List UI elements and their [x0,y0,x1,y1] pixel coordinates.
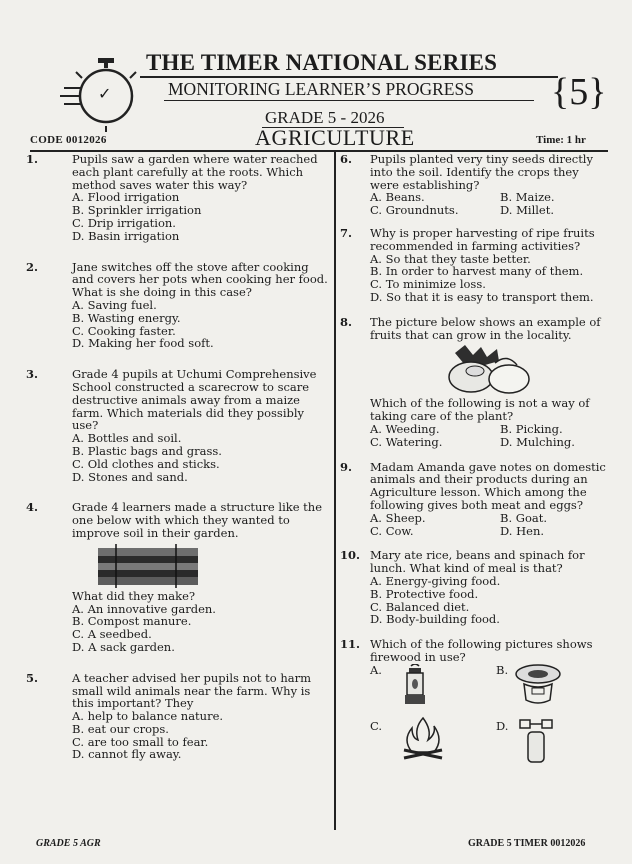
question-4 [26,501,332,653]
option-b[interactable]: B. Sprinkler irrigation [72,203,202,218]
series-title: THE TIMER NATIONAL SERIES [146,50,498,75]
option-a[interactable]: A. Beans. [370,190,425,205]
option-b[interactable]: B. Maize. [500,190,555,205]
question-stem: The picture below shows an example of fruits that can grow in the locality. [370,314,601,342]
compost-pile-image [96,544,332,588]
option-d[interactable]: D. Mulching. [500,434,575,449]
level-badge: {5} [551,71,607,113]
question-number: 2. [26,259,39,274]
option-b[interactable]: B. Picking. [500,421,563,436]
option-a[interactable]: A. Saving fuel. [72,297,157,312]
question-caption: Which of the following is not a way of taking care of the plant? [370,396,590,424]
fruit-plant-icon [425,343,535,395]
option-d[interactable]: D. A sack garden. [72,639,175,654]
fruit-image [425,343,608,395]
time-allowed: Time: 1 hr [536,134,586,146]
logo-check-icon: ✓ [98,84,112,103]
option-c[interactable]: C. To minimize loss. [370,277,486,292]
question-number: 9. [340,459,353,474]
question-11 [340,638,608,764]
option-b[interactable]: B. Compost manure. [72,614,192,629]
question-number: 5. [26,670,39,685]
question-5 [26,672,332,762]
gas-stove-icon[interactable] [510,660,566,710]
question-6 [340,153,608,217]
question-stem: Grade 4 pupils at Uchumi Comprehensive School constructed a scarecrow to scare destructive animals away from a maize farm. Which materials did they possibly use? [72,367,317,433]
option-a[interactable]: A. So that they taste better. [370,251,531,266]
exam-code: CODE 0012026 [30,134,107,146]
question-caption: What did they make? [72,588,196,603]
option-d[interactable]: D. Hen. [500,523,545,538]
option-d[interactable]: D. Body-building food. [370,612,500,627]
option-a[interactable]: A. help to balance nature. [72,709,224,724]
header [0,0,632,160]
option-c-label[interactable]: C. [370,718,383,733]
question-10 [340,549,608,626]
question-number: 11. [340,637,361,652]
question-stem: Mary ate rice, beans and spinach for lunch. What kind of meal is that? [370,548,585,576]
question-1 [26,153,332,243]
option-b[interactable]: B. Goat. [500,510,548,525]
option-c[interactable]: C. Balanced diet. [370,599,470,614]
picture-options [370,664,608,764]
question-7 [340,227,608,304]
option-c[interactable]: C. Watering. [370,434,443,449]
question-stem: A teacher advised her pupils not to harm small wild animals near the farm. Why is this important? They [72,670,312,711]
options-grid [370,512,608,538]
option-d[interactable]: D. Millet. [500,203,555,218]
option-b[interactable]: B. Plastic bags and grass. [72,443,222,458]
question-number: 3. [26,367,39,382]
option-c[interactable]: C. A seedbed. [72,627,152,642]
right-column [340,152,608,764]
question-number: 4. [26,500,39,515]
question-number: 10. [340,548,361,563]
question-stem: Pupils planted very tiny seeds directly into the soil. Identify the crops they were establishing? [370,152,593,192]
option-c[interactable]: C. Drip irrigation. [72,215,176,230]
column-divider [334,150,336,830]
option-c[interactable]: C. Cooking faster. [72,323,176,338]
gas-cylinder-icon[interactable] [516,718,556,764]
option-b[interactable]: B. Wasting energy. [72,310,181,325]
option-d[interactable]: D. Stones and sand. [72,469,188,484]
option-d[interactable]: D. cannot fly away. [72,747,182,762]
question-number: 6. [340,152,353,166]
option-a[interactable]: A. Sheep. [370,510,426,525]
question-3 [26,368,332,483]
series-underline [140,76,558,78]
subtitle-underline [164,100,534,101]
option-d[interactable]: D. So that it is easy to transport them. [370,289,594,304]
option-b[interactable]: B. eat our crops. [72,721,169,736]
option-d-label[interactable]: D. [496,718,509,733]
question-stem: Pupils saw a garden where water reached each plant carefully at the roots. Which method saves water this way? [72,152,318,192]
option-a[interactable]: A. Energy-giving food. [370,573,501,588]
option-c[interactable]: C. Old clothes and sticks. [72,456,220,471]
options-grid [370,423,608,449]
question-stem: Which of the following pictures shows firewood in use? [370,637,593,664]
option-b-label[interactable]: B. [496,662,509,677]
option-a-label[interactable]: A. [370,662,382,677]
option-c[interactable]: C. Groundnuts. [370,203,459,218]
question-stem: Jane switches off the stove after cooking and covers her pots when cooking her food. What is she doing in this case? [72,259,328,300]
left-column [26,152,332,761]
question-number: 7. [340,225,353,240]
options-grid [370,191,608,217]
grade-label: GRADE 5 - 2026 [265,108,385,127]
option-d[interactable]: D. Making her food soft. [72,336,214,351]
question-8 [340,316,608,449]
question-stem: Madam Amanda gave notes on domestic animals and their products during an Agriculture lesson. Which among the following gives both meat and eggs? [370,459,606,512]
footer-left: GRADE 5 AGR [36,838,101,849]
option-b[interactable]: B. In order to harvest many of them. [370,264,584,279]
subject-title: AGRICULTURE [255,125,415,150]
option-a[interactable]: A. An innovative garden. [72,601,216,616]
option-c[interactable]: C. Cow. [370,523,414,538]
question-stem: Why is proper harvesting of ripe fruits recommended in farming activities? [370,225,595,253]
question-number: 8. [340,314,353,329]
footer-right: GRADE 5 TIMER 0012026 [468,838,586,849]
lantern-icon[interactable] [402,664,428,708]
option-c[interactable]: C. are too small to fear. [72,734,209,749]
question-9 [340,461,608,538]
compost-layers-icon [96,544,216,588]
question-stem: Grade 4 learners made a structure like the one below with which they wanted to improve soil in their garden. [72,500,323,540]
question-number: 1. [26,152,39,166]
option-d[interactable]: D. Basin irrigation [72,228,180,243]
subtitle: MONITORING LEARNER’S PROGRESS [168,79,474,99]
question-2 [26,261,332,351]
option-a[interactable]: A. Bottles and soil. [72,431,182,446]
firewood-fire-icon[interactable] [398,714,448,764]
option-a[interactable]: A. Weeding. [370,421,440,436]
option-b[interactable]: B. Protective food. [370,586,479,601]
option-a[interactable]: A. Flood irrigation [72,190,180,205]
